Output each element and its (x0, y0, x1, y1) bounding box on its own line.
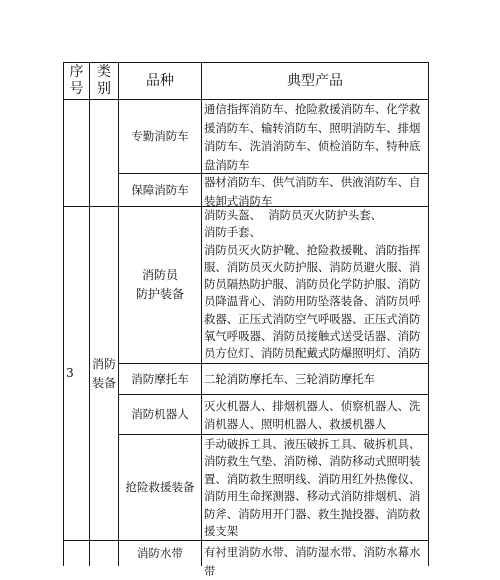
variety-cell: 抢险救援装备 (125, 480, 195, 495)
variety-cell: 消防员 防护装备 (135, 268, 184, 301)
header-products: 典型产品 (287, 72, 343, 89)
header-serial: 序 号 (69, 64, 84, 97)
products-cell: 通信指挥消防车、抢险救援消防车、化学救 援消防车、输转消防车、照明消防车、排烟 消防车、洗消消防车、侦检消防车、特种底 盘消防车 (204, 102, 421, 172)
category-cell: 消防 装备 (91, 356, 116, 390)
variety-cell: 消防摩托车 (131, 371, 189, 386)
products-cell: 消防头盔、 消防员灭火防护头套、 消防手套、 消防员灭火防护靴、抢险救援靴、消防指挥 服、消防员灭火防护服、消防员避火服、消 防员隔热防护服、消防员化学防护服、消防 员降温背心、消防用防坠落装备、消防员呼 救器、正压式消防空气呼吸器、正压式消防 氧气呼吸器、消防员接触式送受话器、消防 员方位灯、消防员配戴式防爆照明灯、消防 (204, 208, 421, 361)
products-cell: 二轮消防摩托车、三轮消防摩托车 (204, 372, 375, 386)
table-border-right (428, 62, 429, 566)
header-variety: 品种 (146, 72, 174, 89)
group-divider (63, 540, 429, 541)
serial-number: 3 (66, 366, 74, 381)
variety-cell: 消防水带 (137, 546, 183, 561)
products-cell: 手动破拆工具、液压破拆工具、破拆机具、 消防救生气垫、消防梯、消防移动式照明装 置、消防救生照明线、消防用红外热像仪、 消防用生命探测器、移动式消防排烟机、消 防斧、消防用开门器、救生抛投器、消防救 援支架 (204, 437, 421, 539)
variety-cell: 消防机器人 (131, 407, 189, 422)
header-category: 类 别 (97, 64, 111, 97)
products-cell: 器材消防车、供气消防车、供液消防车、自 装卸式消防车 (204, 175, 421, 208)
variety-cell: 专勤消防车 (131, 129, 189, 144)
products-cell: 有衬里消防水带、消防湿水带、消防水幕水 带 (204, 545, 421, 578)
variety-cell: 保障消防车 (131, 182, 189, 197)
products-cell: 灭火机器人、排烟机器人、侦察机器人、洗 消机器人、照明机器人、救援机器人 (204, 399, 421, 431)
